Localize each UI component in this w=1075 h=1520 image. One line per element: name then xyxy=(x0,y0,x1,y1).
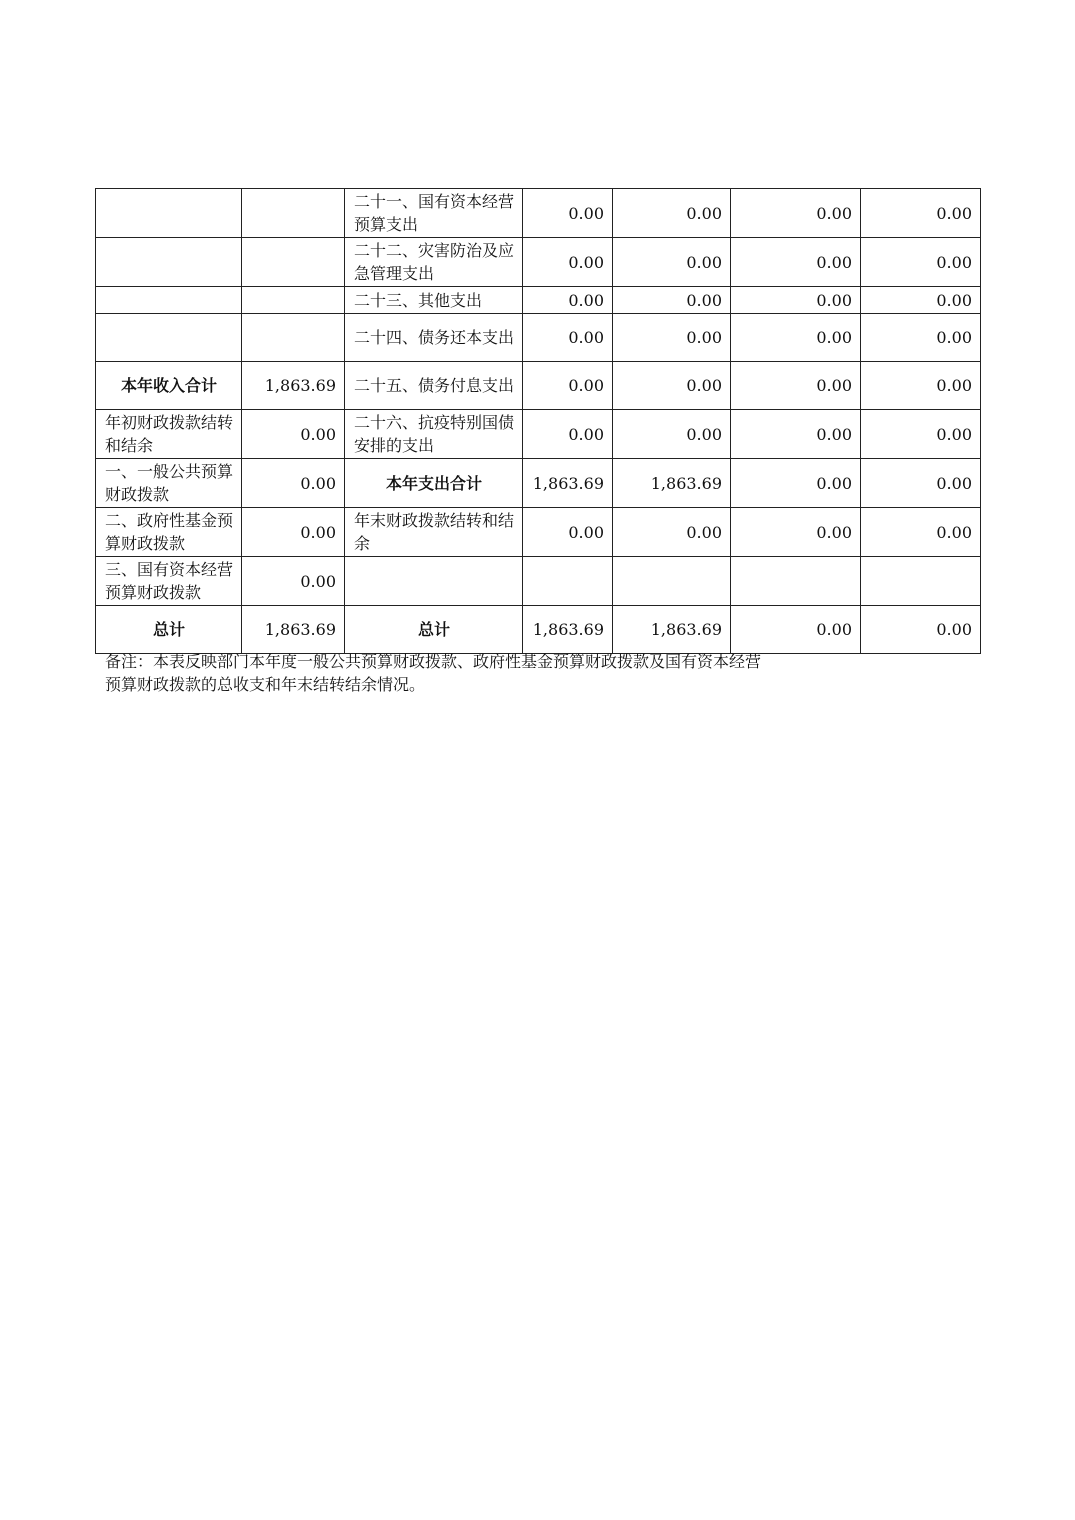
income-total-label: 本年收入合计 xyxy=(96,362,242,410)
table-cell: 0.00 xyxy=(613,314,731,362)
table-cell: 0.00 xyxy=(731,314,861,362)
table-cell: 二、政府性基金预算财政拨款 xyxy=(96,508,242,557)
table-note xyxy=(105,650,865,696)
table-cell: 0.00 xyxy=(731,189,861,238)
table-cell: 二十一、国有资本经营预算支出 xyxy=(345,189,523,238)
table-cell xyxy=(731,557,861,606)
table-cell: 0.00 xyxy=(731,238,861,287)
table-cell xyxy=(96,287,242,314)
table-cell: 二十六、抗疫特别国债安排的支出 xyxy=(345,410,523,459)
grand-total-label: 总计 xyxy=(345,606,523,654)
table-cell: 1,863.69 xyxy=(613,606,731,654)
table-cell: 0.00 xyxy=(861,410,981,459)
table-cell: 0.00 xyxy=(861,314,981,362)
table-cell: 年末财政拨款结转和结余 xyxy=(345,508,523,557)
table-row xyxy=(96,508,981,557)
table-cell: 0.00 xyxy=(731,410,861,459)
table-cell: 0.00 xyxy=(242,459,345,508)
table-row xyxy=(96,238,981,287)
table-cell xyxy=(861,557,981,606)
table-cell: 0.00 xyxy=(731,459,861,508)
table-cell: 二十三、其他支出 xyxy=(345,287,523,314)
table-cell: 0.00 xyxy=(861,459,981,508)
budget-table xyxy=(95,188,981,654)
table-row xyxy=(96,314,981,362)
table-row xyxy=(96,459,981,508)
table-cell: 0.00 xyxy=(613,410,731,459)
table-cell: 0.00 xyxy=(242,410,345,459)
table-cell: 二十五、债务付息支出 xyxy=(345,362,523,410)
table-cell: 0.00 xyxy=(731,508,861,557)
table-cell xyxy=(96,314,242,362)
grand-total-label: 总计 xyxy=(96,606,242,654)
table-cell: 0.00 xyxy=(861,362,981,410)
table-cell: 0.00 xyxy=(731,287,861,314)
table-cell xyxy=(345,557,523,606)
table-cell: 0.00 xyxy=(523,189,613,238)
table-cell: 0.00 xyxy=(861,189,981,238)
table-cell: 0.00 xyxy=(523,238,613,287)
expense-total-label: 本年支出合计 xyxy=(345,459,523,508)
table-cell: 0.00 xyxy=(523,508,613,557)
table-cell xyxy=(242,189,345,238)
note-line: 预算财政拨款的总收支和年末结转结余情况。 xyxy=(105,675,426,694)
table-cell: 0.00 xyxy=(731,606,861,654)
table-row xyxy=(96,606,981,654)
table-cell: 0.00 xyxy=(523,362,613,410)
table-row xyxy=(96,362,981,410)
table-cell: 0.00 xyxy=(861,606,981,654)
table-cell: 0.00 xyxy=(613,508,731,557)
grand-total-expense: 1,863.69 xyxy=(523,606,613,654)
table-cell: 0.00 xyxy=(613,238,731,287)
table-row xyxy=(96,189,981,238)
table-row xyxy=(96,557,981,606)
table-cell xyxy=(242,287,345,314)
table-row xyxy=(96,287,981,314)
table-cell: 三、国有资本经营预算财政拨款 xyxy=(96,557,242,606)
table-cell: 二十二、灾害防治及应急管理支出 xyxy=(345,238,523,287)
table-cell: 0.00 xyxy=(613,362,731,410)
table-cell: 0.00 xyxy=(731,362,861,410)
table-cell xyxy=(523,557,613,606)
table-cell: 0.00 xyxy=(242,508,345,557)
table-cell: 0.00 xyxy=(242,557,345,606)
table-cell: 0.00 xyxy=(613,287,731,314)
table-cell: 二十四、债务还本支出 xyxy=(345,314,523,362)
table-cell: 0.00 xyxy=(861,238,981,287)
grand-total-income: 1,863.69 xyxy=(242,606,345,654)
table-cell xyxy=(96,238,242,287)
note-line: 备注：本表反映部门本年度一般公共预算财政拨款、政府性基金预算财政拨款及国有资本经营 xyxy=(105,652,762,671)
table-cell: 1,863.69 xyxy=(613,459,731,508)
table-cell: 一、一般公共预算财政拨款 xyxy=(96,459,242,508)
income-total-value: 1,863.69 xyxy=(242,362,345,410)
table-cell: 0.00 xyxy=(613,189,731,238)
table-cell: 0.00 xyxy=(861,287,981,314)
table-cell xyxy=(242,314,345,362)
table-cell: 0.00 xyxy=(523,410,613,459)
table-row xyxy=(96,410,981,459)
table-cell: 0.00 xyxy=(523,287,613,314)
expense-total-value: 1,863.69 xyxy=(523,459,613,508)
table-cell: 0.00 xyxy=(861,508,981,557)
table-cell xyxy=(96,189,242,238)
table-cell: 0.00 xyxy=(523,314,613,362)
table-cell xyxy=(613,557,731,606)
table-cell xyxy=(242,238,345,287)
table-cell: 年初财政拨款结转和结余 xyxy=(96,410,242,459)
